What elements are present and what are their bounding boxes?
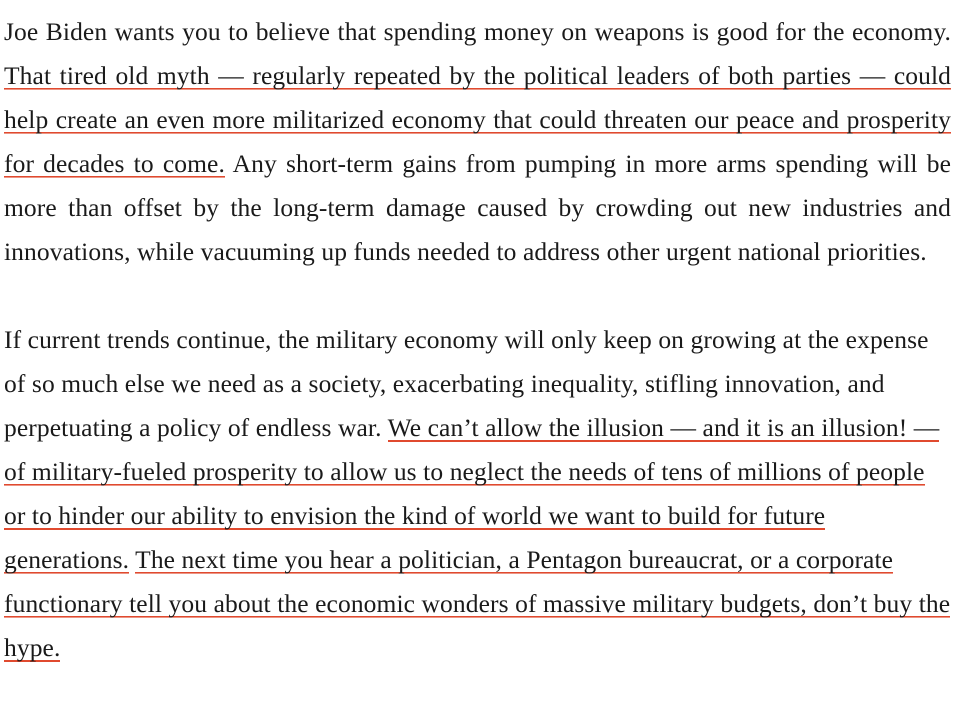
paragraph	[4, 10, 951, 274]
underlined-text: We can’t allow the illusion — and it is an illusion! — of military-fueled prosperity to allow us to neglect the needs of tens of millions of people or to hinder our ability to envision the kind of world we want to build for future generations.	[4, 413, 940, 574]
underlined-text: That tired old myth — regularly repeated by the political leaders of both parties — could help create an even more militarized economy that could threaten our peace and prosperity for decades to come.	[4, 61, 951, 178]
body-text: If current trends continue, the military economy will only keep on growing at the expense of so much else we need as a society, exacerbating inequality, stifling innovation, and perpetuating a policy of endless war.	[4, 325, 929, 442]
body-text: Any short-term gains from pumping in more arms spending will be more than offset by the long-term damage caused by crowding out new industries and innovations, while vacuuming up funds needed to address other urgent national priorities.	[4, 149, 951, 266]
document-body	[4, 10, 951, 670]
underlined-text: The next time you hear a politician, a Pentagon bureaucrat, or a corporate functionary tell you about the economic wonders of massive military budgets, don’t buy the hype.	[4, 545, 951, 662]
paragraph	[4, 318, 951, 670]
body-text: Joe Biden wants you to believe that spending money on weapons is good for the economy.	[4, 17, 951, 46]
